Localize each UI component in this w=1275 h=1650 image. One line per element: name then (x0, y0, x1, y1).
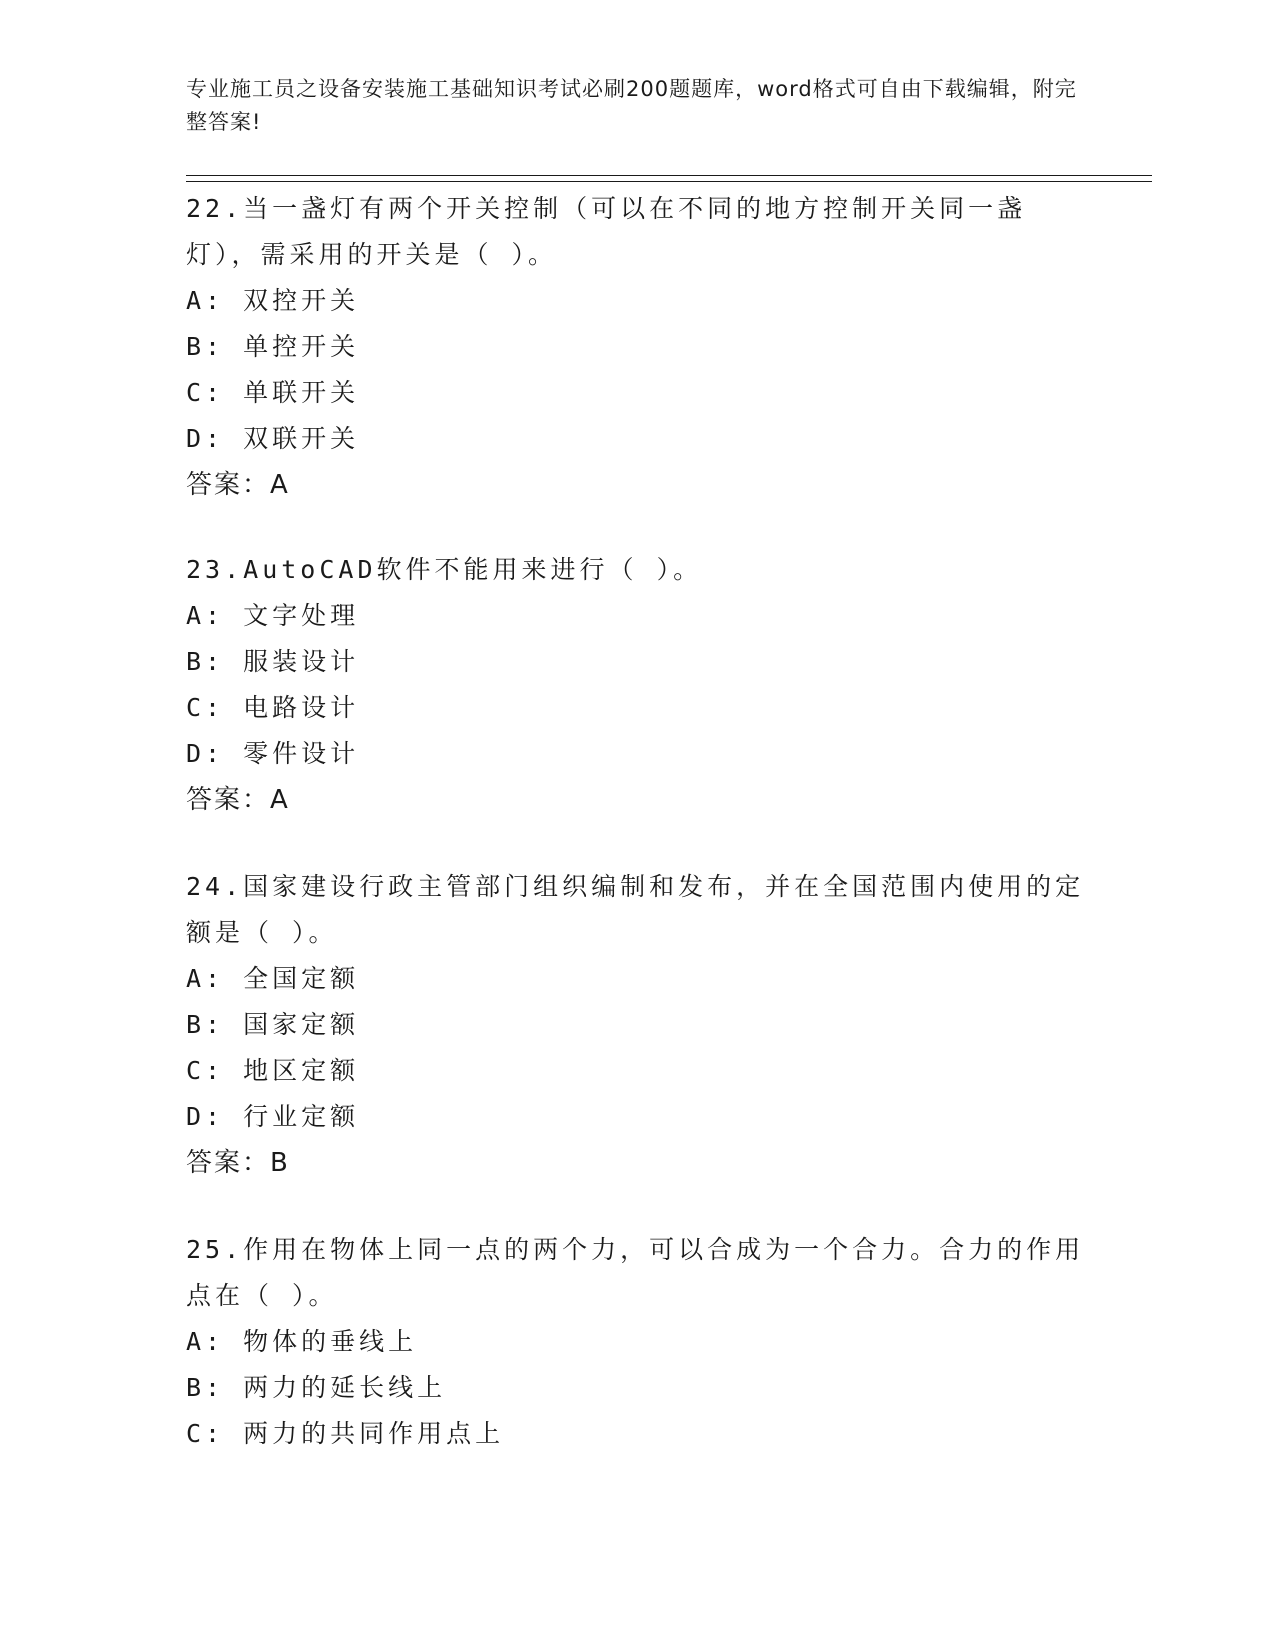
question-23 (186, 547, 1086, 823)
answer-line: 答案：A (186, 470, 290, 500)
document-header: 专业施工员之设备安装施工基础知识考试必刷200题题库，word格式可自由下载编辑，附完整答案! (186, 77, 1077, 134)
header-divider-top (186, 175, 1152, 176)
answer-line: 答案：A (186, 785, 290, 815)
option-c: C: 电路设计 (186, 693, 360, 722)
option-a: A: 双控开关 (186, 286, 360, 315)
question-25 (186, 1227, 1086, 1457)
question-stem: 25.作用在物体上同一点的两个力，可以合成为一个合力。合力的作用点在（ ）。 (186, 1235, 1085, 1310)
option-b: B: 服装设计 (186, 647, 360, 676)
question-stem: 24.国家建设行政主管部门组织编制和发布，并在全国范围内使用的定额是（ ）。 (186, 872, 1085, 947)
answer-line: 答案：B (186, 1148, 290, 1178)
option-a: A: 全国定额 (186, 964, 360, 993)
option-b: B: 两力的延长线上 (186, 1373, 447, 1402)
option-a: A: 文字处理 (186, 601, 360, 630)
option-b: B: 国家定额 (186, 1010, 360, 1039)
option-d: D: 行业定额 (186, 1102, 360, 1131)
option-c: C: 地区定额 (186, 1056, 360, 1085)
option-d: D: 双联开关 (186, 424, 360, 453)
question-stem: 23.AutoCAD软件不能用来进行（ ）。 (186, 555, 703, 584)
question-24 (186, 864, 1086, 1186)
option-c: C: 单联开关 (186, 378, 360, 407)
question-stem: 22.当一盏灯有两个开关控制（可以在不同的地方控制开关同一盏灯），需采用的开关是（ ）。 (186, 194, 1027, 269)
option-d: D: 零件设计 (186, 739, 360, 768)
option-b: B: 单控开关 (186, 332, 360, 361)
header-divider-bottom (186, 181, 1152, 182)
option-c: C: 两力的共同作用点上 (186, 1419, 505, 1448)
question-22 (186, 186, 1086, 508)
option-a: A: 物体的垂线上 (186, 1327, 418, 1356)
